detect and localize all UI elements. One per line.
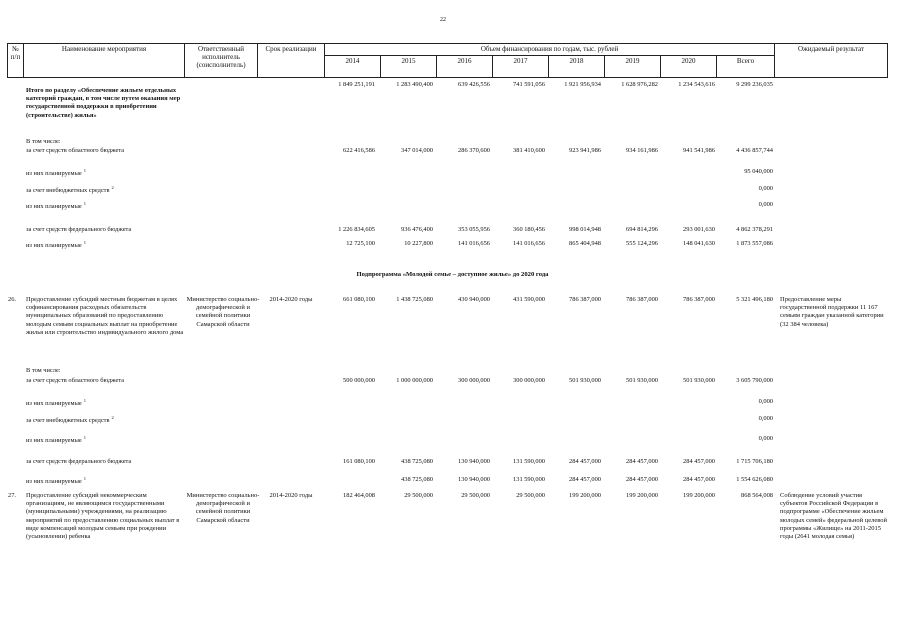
value-cell: 360 180,456	[513, 226, 545, 233]
including-label: В том числе:	[26, 138, 61, 145]
value-cell: 1 226 834,605	[338, 226, 375, 233]
value-cell: 500 000,000	[343, 377, 375, 384]
header-year: 2018	[549, 56, 605, 78]
funding-source-text: за счет внебюджетных средств	[26, 417, 110, 425]
value-cell: 786 387,000	[683, 296, 715, 303]
page-number: 22	[440, 17, 446, 23]
value-cell: 1 554 626,080	[736, 476, 773, 483]
footnote-marker: 1	[83, 168, 86, 173]
value-cell: 1 921 956,934	[564, 81, 601, 88]
header-result: Ожидаемый результат	[775, 44, 888, 78]
funding-source-label	[26, 416, 114, 425]
value-cell: 182 464,008	[343, 492, 375, 499]
funding-source-label	[26, 477, 86, 486]
funding-source-label	[26, 399, 86, 408]
value-cell: 934 161,986	[626, 147, 658, 154]
funding-source-text: из них планируемые	[26, 170, 82, 178]
value-cell: 284 457,000	[626, 476, 658, 483]
value-cell: 1 849 251,191	[338, 81, 375, 88]
value-cell: 0,000	[758, 398, 773, 405]
value-cell: 0,000	[758, 415, 773, 422]
value-cell: 161 080,100	[343, 458, 375, 465]
funding-source-text: из них планируемые	[26, 478, 82, 486]
value-cell: 1 234 543,616	[678, 81, 715, 88]
value-cell: 431 590,000	[513, 296, 545, 303]
item-26-term: 2014-2020 годы	[269, 296, 313, 303]
funding-source-text: за счет средств федерального бюджета	[26, 226, 132, 233]
footnote-marker: 2	[111, 185, 114, 190]
value-cell: 381 410,600	[513, 147, 545, 154]
funding-source-text: за счет средств областного бюджета	[26, 377, 125, 384]
value-cell: 868 564,008	[741, 492, 773, 499]
value-cell: 741 591,056	[513, 81, 545, 88]
funding-source-text: за счет внебюджетных средств	[26, 187, 110, 195]
value-cell: 501 930,000	[569, 377, 601, 384]
section-total-title: Итого по разделу «Обеспечение жильем отдельных категорий граждан, в том числе путем оказания мер государственной поддержки в приобретении (строительстве) жилья»	[26, 87, 181, 119]
value-cell: 284 457,000	[569, 476, 601, 483]
value-cell: 353 055,956	[458, 226, 490, 233]
value-cell: 300 000,000	[458, 377, 490, 384]
footnote-marker: 1	[83, 398, 86, 403]
value-cell: 430 940,000	[458, 296, 490, 303]
value-cell: 284 457,000	[683, 458, 715, 465]
value-cell: 639 426,556	[458, 81, 490, 88]
value-cell: 29 500,000	[516, 492, 545, 499]
item-27-result: Соблюдение условий участия субъектов Российской Федерации в подпрограмме «Обеспечение жильем молодых семей» федеральной целевой программы «Жилище» на 2011-2015 годы (2641 молодая семья)	[780, 492, 888, 541]
item-27-term: 2014-2020 годы	[269, 492, 313, 499]
footnote-marker: 1	[83, 476, 86, 481]
funding-source-text: из них планируемые	[26, 400, 82, 408]
value-cell: 0,000	[758, 435, 773, 442]
header-term: Срок реализации	[258, 44, 325, 78]
value-cell: 555 124,296	[626, 240, 658, 247]
value-cell: 29 500,000	[461, 492, 490, 499]
value-cell: 501 930,000	[683, 377, 715, 384]
value-cell: 130 940,000	[458, 458, 490, 465]
funding-source-text: из них планируемые	[26, 242, 82, 250]
value-cell: 12 725,100	[346, 240, 375, 247]
funding-source-label	[26, 202, 86, 211]
value-cell: 4 862 378,291	[736, 226, 773, 233]
value-cell: 141 016,656	[458, 240, 490, 247]
item-26-name: Предоставление субсидий местным бюджетам в целях софинансирования расходных обязательств муниципальных образований по предоставлению молодым семьям социальных выплат на приобретение жилья или строительство индивидуального жилого дома	[26, 296, 184, 336]
value-cell: 622 416,586	[343, 147, 375, 154]
value-cell: 4 436 857,744	[736, 147, 773, 154]
funding-source-label	[26, 169, 86, 178]
value-cell: 199 200,000	[683, 492, 715, 499]
value-cell: 284 457,000	[569, 458, 601, 465]
value-cell: 5 321 496,180	[736, 296, 773, 303]
funding-source-label	[26, 241, 86, 250]
value-cell: 1 873 557,086	[736, 240, 773, 247]
value-cell: 438 725,080	[401, 458, 433, 465]
value-cell: 0,000	[758, 201, 773, 208]
table-header	[7, 43, 888, 78]
value-cell: 9 299 236,035	[736, 81, 773, 88]
value-cell: 1 438 725,080	[396, 296, 433, 303]
header-year: Всего	[717, 56, 775, 78]
header-year: 2014	[325, 56, 381, 78]
header-responsible: Ответственный исполнитель (соисполнитель)	[185, 44, 258, 78]
header-year: 2016	[437, 56, 493, 78]
item-26-including: В том числе:	[26, 367, 61, 374]
value-cell: 10 227,800	[404, 240, 433, 247]
funding-source-label	[26, 436, 86, 445]
item-26-num: 26.	[8, 296, 16, 303]
value-cell: 130 940,000	[458, 476, 490, 483]
value-cell: 284 457,000	[683, 476, 715, 483]
value-cell: 1 000 000,000	[396, 377, 433, 384]
value-cell: 661 080,100	[343, 296, 375, 303]
value-cell: 293 001,630	[683, 226, 715, 233]
footnote-marker: 2	[111, 415, 114, 420]
header-year: 2017	[493, 56, 549, 78]
value-cell: 865 404,948	[569, 240, 601, 247]
value-cell: 501 930,000	[626, 377, 658, 384]
value-cell: 131 590,000	[513, 458, 545, 465]
value-cell: 131 590,000	[513, 476, 545, 483]
funding-source-text: из них планируемые	[26, 203, 82, 211]
value-cell: 936 476,400	[401, 226, 433, 233]
value-cell: 1 628 976,282	[621, 81, 658, 88]
funding-source-label	[26, 227, 131, 233]
subprogram-title: Подпрограмма «Молодой семье – доступное жилье» до 2020 года	[356, 271, 549, 278]
header-year: 2020	[661, 56, 717, 78]
value-cell: 694 814,296	[626, 226, 658, 233]
value-cell: 0,000	[758, 185, 773, 192]
value-cell: 1 715 706,180	[736, 458, 773, 465]
funding-source-label	[26, 459, 131, 465]
value-cell: 199 200,000	[569, 492, 601, 499]
footnote-marker: 1	[83, 240, 86, 245]
item-27-name: Предоставление субсидий некоммерческим организациям, не являющимся государственными (муниципальными) учреждениями, на реализацию мероприятий по предоставлению социальных выплат в виде компенсаций молодым семьям при рождении (усыновлении) ребенка	[26, 492, 180, 541]
value-cell: 141 016,656	[513, 240, 545, 247]
value-cell: 300 000,000	[513, 377, 545, 384]
value-cell: 941 541,986	[683, 147, 715, 154]
value-cell: 284 457,000	[626, 458, 658, 465]
value-cell: 786 387,000	[569, 296, 601, 303]
funding-source-label	[26, 378, 124, 384]
value-cell: 95 040,000	[744, 168, 773, 175]
value-cell: 923 941,986	[569, 147, 601, 154]
item-27-num: 27.	[8, 492, 16, 499]
header-num: № п/п	[8, 44, 24, 78]
footnote-marker: 1	[83, 435, 86, 440]
value-cell: 786 387,000	[626, 296, 658, 303]
value-cell: 998 014,948	[569, 226, 601, 233]
header-year: 2015	[381, 56, 437, 78]
header-year: 2019	[605, 56, 661, 78]
value-cell: 148 041,630	[683, 240, 715, 247]
value-cell: 286 370,600	[458, 147, 490, 154]
funding-source-text: из них планируемые	[26, 437, 82, 445]
value-cell: 29 500,000	[404, 492, 433, 499]
footnote-marker: 1	[83, 201, 86, 206]
funding-source-label	[26, 148, 124, 154]
funding-source-text: за счет средств областного бюджета	[26, 147, 125, 154]
header-name: Наименование мероприятия	[24, 44, 185, 78]
funding-source-text: за счет средств федерального бюджета	[26, 458, 132, 465]
header-financing: Объем финансирования по годам, тыс. рублей	[325, 44, 775, 56]
value-cell: 199 200,000	[626, 492, 658, 499]
funding-source-label	[26, 186, 114, 195]
value-cell: 1 283 490,400	[396, 81, 433, 88]
value-cell: 438 725,080	[401, 476, 433, 483]
value-cell: 3 605 790,000	[736, 377, 773, 384]
item-26-result: Предоставление меры государственной поддержки 11 167 семьям граждан указанной категории (32 384 человека)	[780, 296, 884, 328]
item-27-responsible: Министерство социально-демографической и семейной политики Самарской области	[186, 492, 260, 524]
value-cell: 347 014,000	[401, 147, 433, 154]
item-26-responsible: Министерство социально-демографической и семейной политики Самарской области	[186, 296, 260, 328]
